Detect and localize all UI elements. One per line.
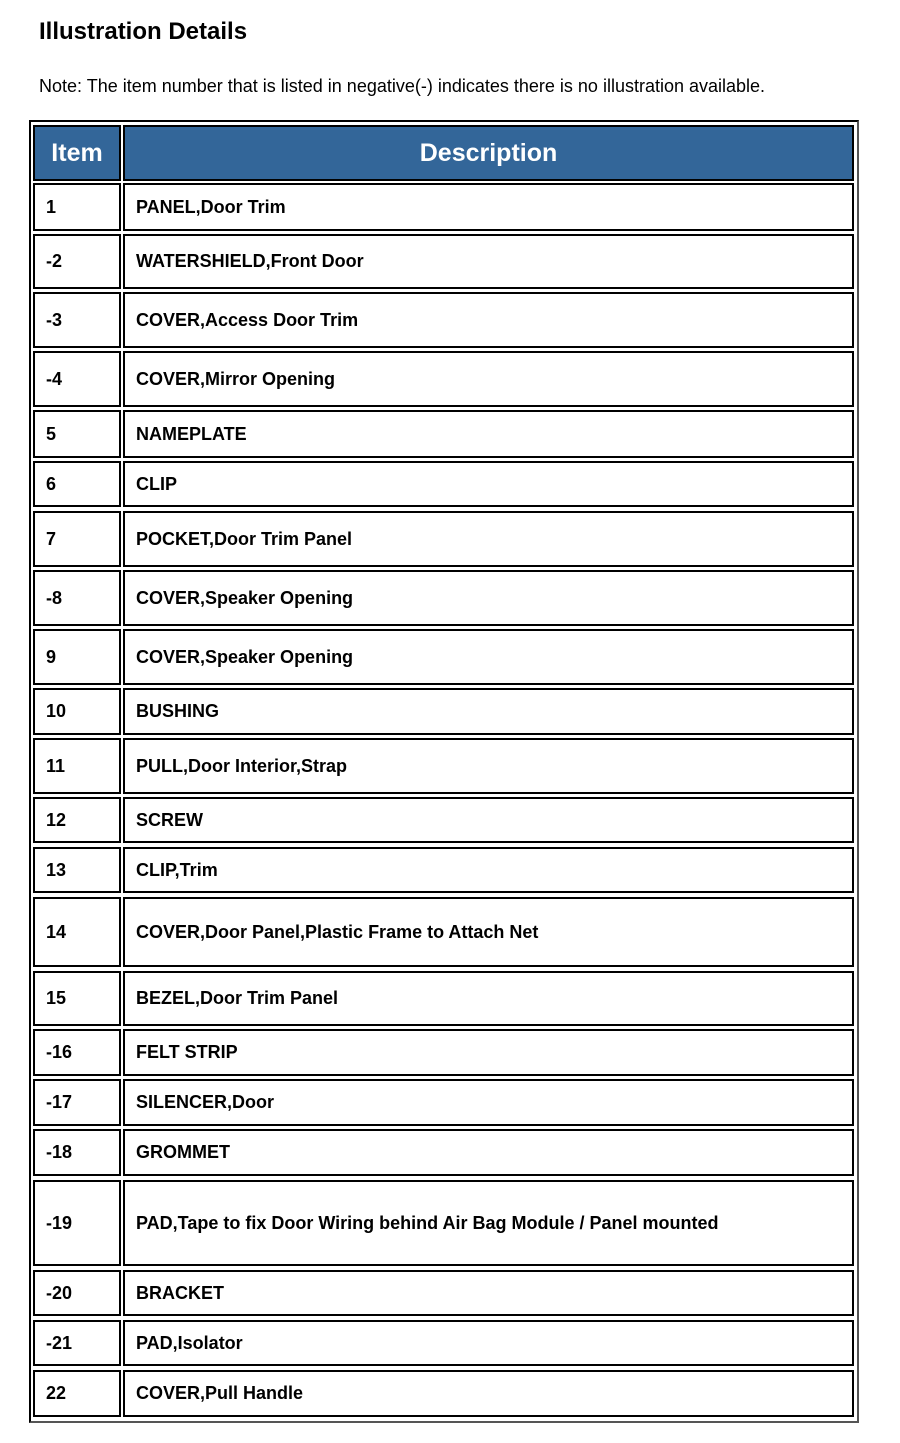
description-cell: CLIP,Trim [123,847,854,893]
item-number-cell: -19 [33,1180,121,1266]
item-number-cell: -8 [33,570,121,626]
description-cell: PANEL,Door Trim [123,183,854,231]
item-number-cell: -17 [33,1079,121,1126]
description-cell: BRACKET [123,1270,854,1316]
item-number-cell: -2 [33,234,121,289]
item-number-cell: -18 [33,1129,121,1176]
description-cell: NAMEPLATE [123,410,854,458]
item-number-cell: 12 [33,797,121,843]
note-text: Note: The item number that is listed in negative(-) indicates there is no illustration available. [39,76,766,96]
item-number-cell: 5 [33,410,121,458]
description-cell: COVER,Access Door Trim [123,292,854,348]
description-cell: SILENCER,Door [123,1079,854,1126]
description-cell: PULL,Door Interior,Strap [123,738,854,794]
item-number-cell: 11 [33,738,121,794]
header-description: Description [123,125,854,181]
description-cell: PAD,Isolator [123,1320,854,1366]
description-cell: BEZEL,Door Trim Panel [123,971,854,1026]
description-cell: PAD,Tape to fix Door Wiring behind Air Bag Module / Panel mounted [123,1180,854,1266]
item-number-cell: 10 [33,688,121,735]
item-number-cell: -3 [33,292,121,348]
description-cell: SCREW [123,797,854,843]
item-number-cell: -20 [33,1270,121,1316]
item-number-cell: 1 [33,183,121,231]
description-cell: COVER,Mirror Opening [123,351,854,407]
description-cell: WATERSHIELD,Front Door [123,234,854,289]
description-cell: GROMMET [123,1129,854,1176]
description-cell: COVER,Pull Handle [123,1370,854,1417]
item-number-cell: 9 [33,629,121,685]
item-number-cell: 13 [33,847,121,893]
description-cell: CLIP [123,461,854,507]
item-number-cell: -21 [33,1320,121,1366]
illustration-details-table [29,120,859,1423]
item-number-cell: 7 [33,511,121,567]
item-number-cell: 6 [33,461,121,507]
description-cell: FELT STRIP [123,1029,854,1076]
item-number-cell: -16 [33,1029,121,1076]
item-number-cell: -4 [33,351,121,407]
item-number-cell: 22 [33,1370,121,1417]
item-number-cell: 14 [33,897,121,967]
description-cell: POCKET,Door Trim Panel [123,511,854,567]
description-cell: COVER,Speaker Opening [123,570,854,626]
description-cell: COVER,Door Panel,Plastic Frame to Attach Net [123,897,854,967]
description-cell: COVER,Speaker Opening [123,629,854,685]
item-number-cell: 15 [33,971,121,1026]
description-cell: BUSHING [123,688,854,735]
header-item: Item [33,125,121,181]
page-title: Illustration Details [39,18,248,45]
